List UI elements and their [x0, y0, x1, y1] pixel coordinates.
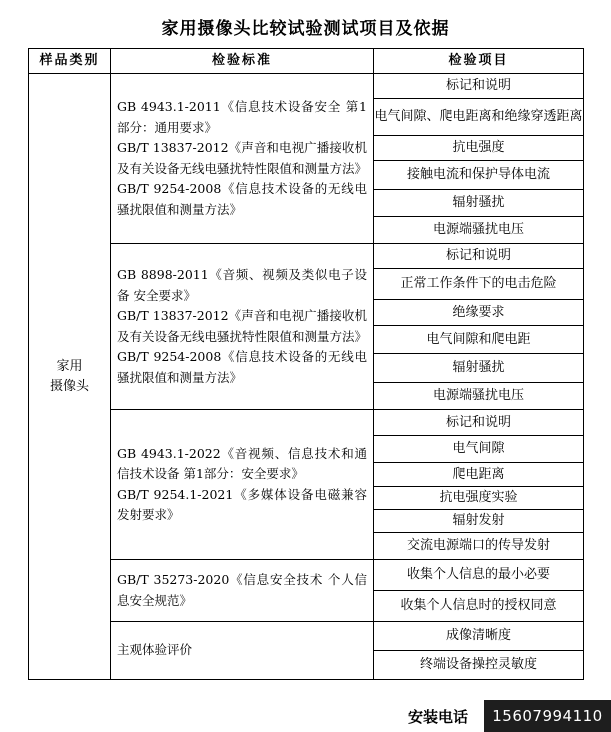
test-item-cell: 标记和说明: [374, 74, 584, 99]
table-row: [29, 244, 584, 269]
standard-text: GB/T 13837-2012《声音和电视广播接收机及有关设备无线电骚扰特性限值和测量方法》: [117, 308, 368, 344]
table-row: [29, 560, 584, 591]
test-item-cell: 辐射骚扰: [374, 190, 584, 217]
test-item-cell: 接触电流和保护导体电流: [374, 161, 584, 190]
test-item-cell: 正常工作条件下的电击危险: [374, 269, 584, 300]
test-item-cell: 电源端骚扰电压: [374, 217, 584, 244]
standard-text: GB 4943.1-2011《信息技术设备安全 第1部分：通用要求》: [117, 99, 367, 135]
standard-cell: [111, 560, 374, 622]
standard-text: GB/T 13837-2012《声音和电视广播接收机及有关设备无线电骚扰特性限值和测量方法》: [117, 140, 368, 176]
test-item-cell: 收集个人信息时的授权同意: [374, 591, 584, 622]
header-category: 样品类别: [29, 49, 111, 74]
standard-text: GB/T 9254-2008《信息技术设备的无线电骚扰限值和测量方法》: [117, 181, 367, 217]
standard-text: GB 4943.1-2022《音视频、信息技术和通信技术设备 第1部分：安全要求》: [117, 445, 367, 481]
standard-cell: [111, 244, 374, 410]
test-item-cell: 电源端骚扰电压: [374, 383, 584, 410]
table-body: [29, 74, 584, 680]
page-title: 家用摄像头比较试验测试项目及依据: [161, 19, 450, 39]
test-item-cell: 标记和说明: [374, 244, 584, 269]
table-row: [29, 622, 584, 651]
table-row: [29, 410, 584, 436]
test-item-cell: 电气间隙、爬电距离和绝缘穿透距离: [374, 99, 584, 136]
test-item-cell: 抗电强度: [374, 136, 584, 161]
table-row: [29, 74, 584, 99]
test-item-cell: 绝缘要求: [374, 300, 584, 326]
phone-label: 安装电话: [392, 700, 484, 732]
test-item-cell: 成像清晰度: [374, 622, 584, 651]
standard-text: GB/T 9254-2008《信息技术设备的无线电骚扰限值和测量方法》: [117, 349, 367, 385]
phone-number: 15607994110: [484, 700, 611, 732]
test-item-cell: 辐射发射: [374, 510, 584, 533]
standard-cell: [111, 410, 374, 560]
test-item-cell: 交流电源端口的传导发射: [374, 533, 584, 560]
test-item-cell: 终端设备操控灵敏度: [374, 651, 584, 680]
test-item-cell: 电气间隙和爬电距: [374, 326, 584, 354]
test-item-cell: 抗电强度实验: [374, 487, 584, 510]
header-item: 检验项目: [374, 49, 584, 74]
table-header-row: [29, 49, 584, 74]
standard-text: GB/T 9254.1-2021《多媒体设备电磁兼容发射要求》: [117, 486, 367, 522]
test-item-cell: 辐射骚扰: [374, 354, 584, 383]
test-item-cell: 标记和说明: [374, 410, 584, 436]
header-standard: 检验标准: [111, 49, 374, 74]
category-cell: 家用 摄像头: [29, 74, 111, 680]
test-item-cell: 爬电距离: [374, 463, 584, 487]
test-items-table: [28, 48, 584, 680]
test-item-cell: 电气间隙: [374, 436, 584, 463]
standard-text: 主观体验评价: [117, 642, 193, 658]
test-item-cell: 收集个人信息的最小必要: [374, 560, 584, 591]
standard-text: GB 8898-2011《音频、视频及类似电子设备 安全要求》: [117, 267, 367, 303]
install-phone-banner: [392, 700, 611, 732]
standard-cell: [111, 74, 374, 244]
standard-text: GB/T 35273-2020《信息安全技术 个人信息安全规范》: [117, 572, 367, 608]
standard-cell: [111, 622, 374, 680]
